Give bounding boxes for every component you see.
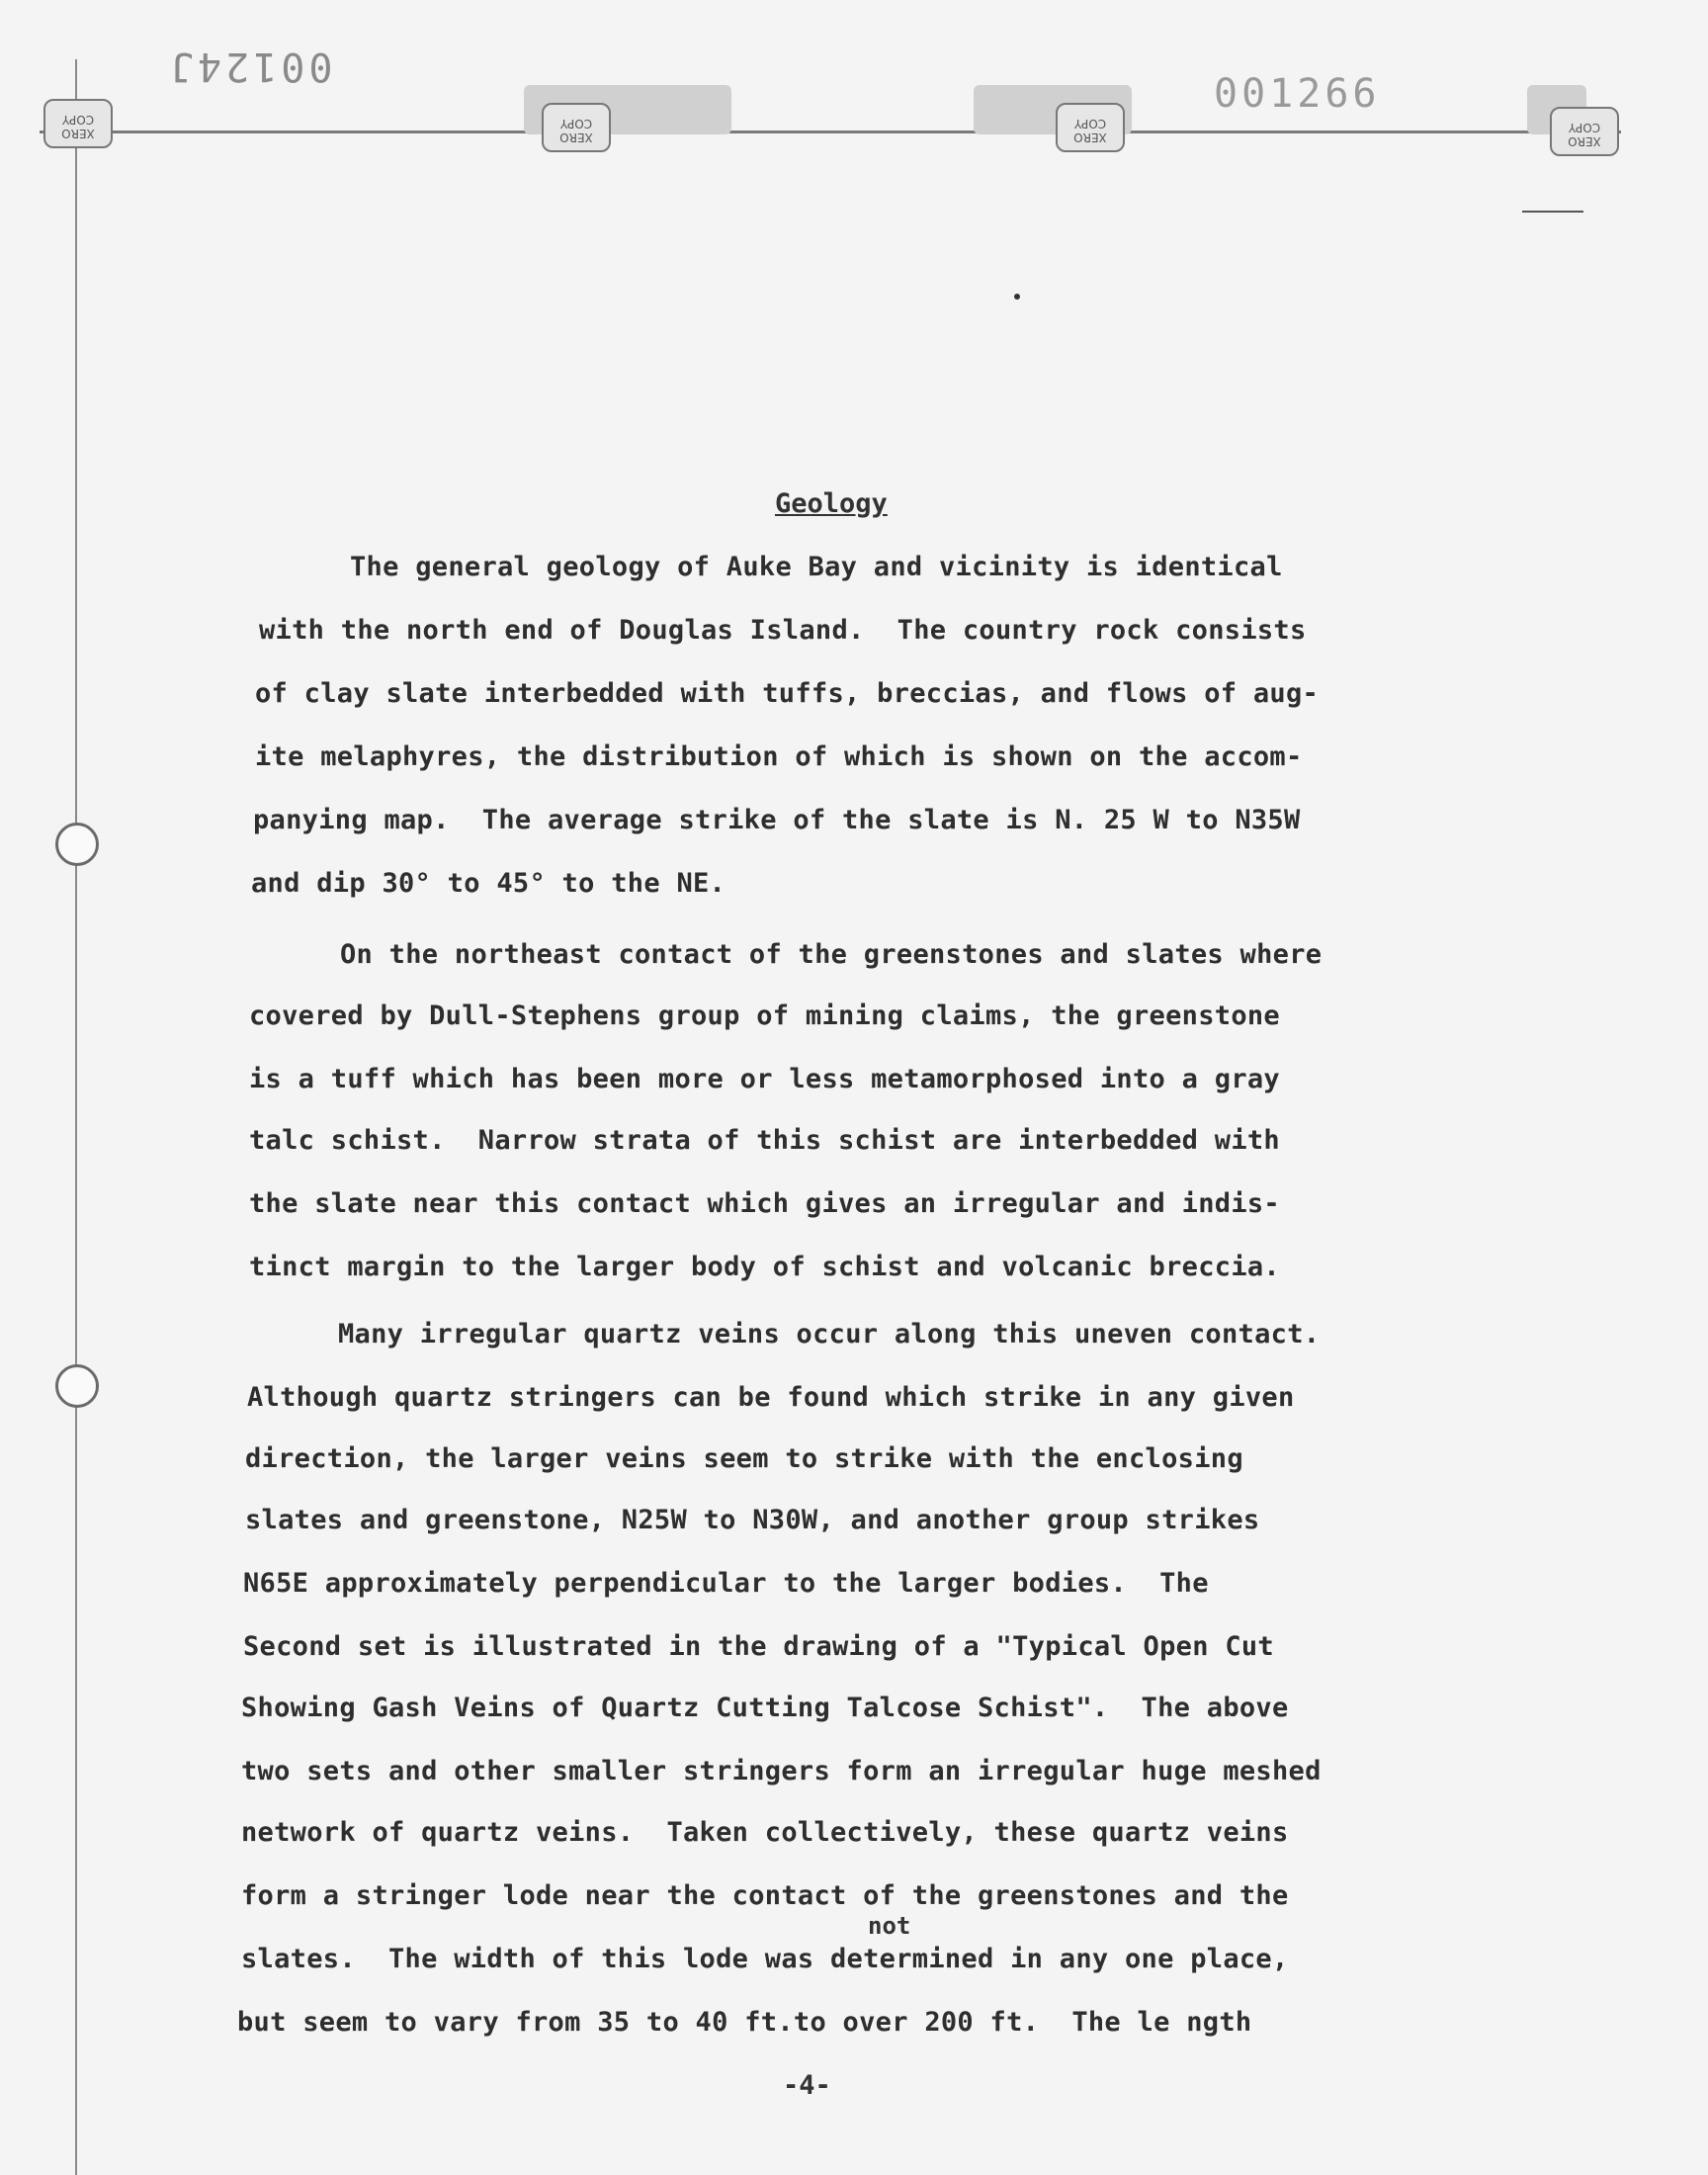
text-line: form a stringer lode near the contact of the greenstones and the — [241, 1880, 1289, 1911]
xero-copy-tab: XERO COPY — [542, 103, 611, 152]
text-line: talc schist. Narrow strata of this schist are interbedded with — [249, 1125, 1280, 1156]
text-line: panying map. The average strike of the slate is N. 25 W to N35W — [253, 805, 1301, 835]
text-line: network of quartz veins. Taken collectively, these quartz veins — [241, 1817, 1289, 1848]
text-line: Although quartz stringers can be found which strike in any given — [247, 1382, 1295, 1413]
section-heading: Geology — [775, 488, 888, 519]
handwritten-insert: not — [868, 1912, 911, 1940]
text-line: tinct margin to the larger body of schist and volcanic breccia. — [249, 1252, 1280, 1282]
text-line: direction, the larger veins seem to strike with the enclosing — [245, 1443, 1243, 1474]
text-line: Many irregular quartz veins occur along this uneven contact. — [338, 1319, 1321, 1349]
text-line: covered by Dull-Stephens group of mining claims, the greenstone — [249, 1000, 1280, 1031]
xero-copy-tab: XERO COPY — [1056, 103, 1125, 152]
margin-mark — [1522, 211, 1583, 213]
text-line: On the northeast contact of the greenstones and slates where — [340, 939, 1323, 970]
document-id-stamp-left: 00124J — [166, 44, 333, 89]
punch-hole — [55, 1364, 99, 1408]
top-rule — [40, 130, 1621, 133]
text-line: the slate near this contact which gives an irregular and indis- — [249, 1188, 1280, 1219]
page-left-edge — [75, 59, 77, 2175]
xero-copy-tab: XERO COPY — [43, 99, 113, 148]
text-line: two sets and other smaller stringers form an irregular huge meshed — [241, 1756, 1322, 1786]
punch-hole — [55, 823, 99, 866]
text-line: is a tuff which has been more or less metamorphosed into a gray — [249, 1064, 1280, 1094]
text-line: Showing Gash Veins of Quartz Cutting Talcose Schist". The above — [241, 1693, 1289, 1723]
text-line: slates. The width of this lode was determined in any one place, — [241, 1944, 1289, 1974]
document-id-stamp-right: 001266 — [1214, 71, 1381, 117]
text-line: but seem to vary from 35 to 40 ft.to over 200 ft. The le ngth — [237, 2007, 1252, 2038]
text-line: ite melaphyres, the distribution of which is shown on the accom- — [255, 741, 1303, 772]
text-line: of clay slate interbedded with tuffs, breccias, and flows of aug- — [255, 678, 1320, 709]
text-line: slates and greenstone, N25W to N30W, and another group strikes — [245, 1505, 1260, 1535]
text-line: Second set is illustrated in the drawing of a "Typical Open Cut — [243, 1631, 1274, 1662]
text-line: and dip 30° to 45° to the NE. — [251, 868, 726, 899]
ink-dot — [1014, 294, 1020, 300]
text-line: N65E approximately perpendicular to the larger bodies. The — [243, 1568, 1209, 1599]
page-number: -4- — [783, 2070, 831, 2101]
text-line: with the north end of Douglas Island. The country rock consists — [259, 615, 1307, 646]
text-line: The general geology of Auke Bay and vicinity is identical — [350, 552, 1283, 582]
xero-copy-tab: XERO COPY — [1550, 107, 1619, 156]
